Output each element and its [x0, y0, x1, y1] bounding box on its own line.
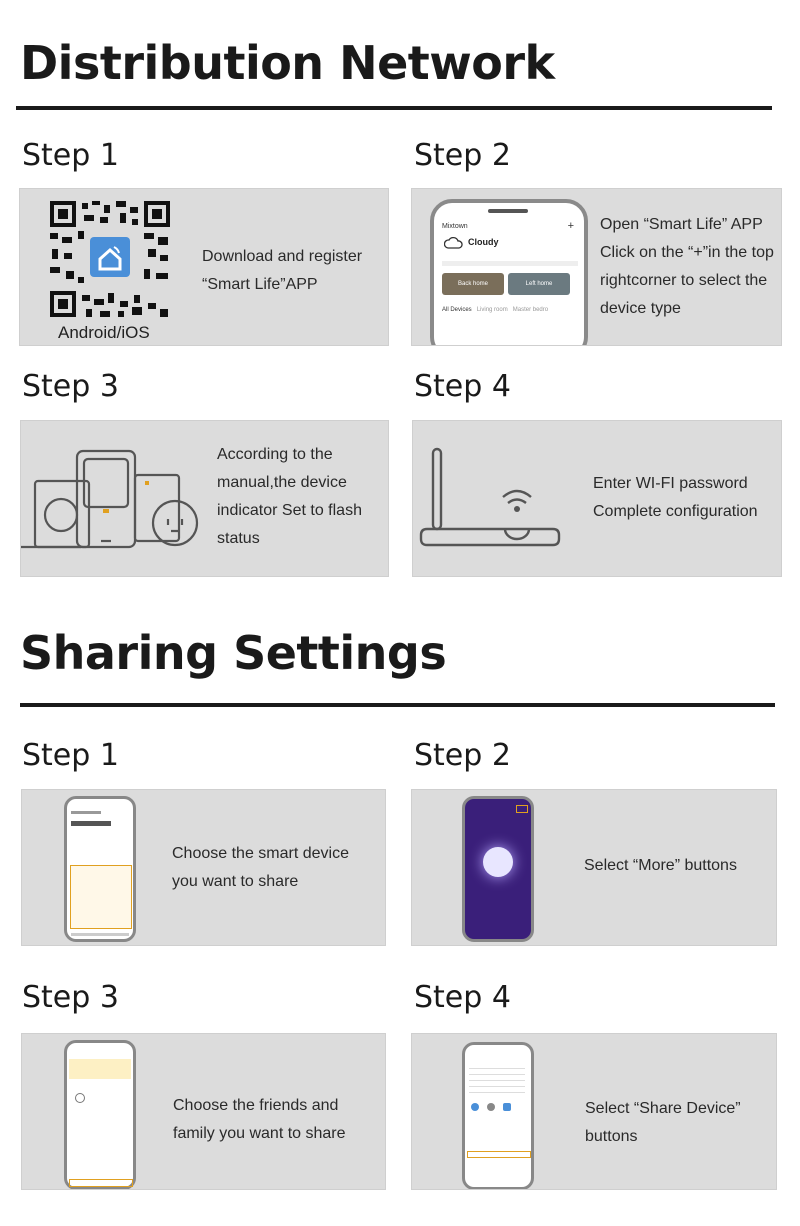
- card-device-setup: [20, 420, 389, 577]
- step-label: Step 2: [414, 138, 511, 173]
- device-list-highlight[interactable]: [70, 865, 132, 929]
- add-sharing-button[interactable]: [69, 1179, 133, 1187]
- qr-code-icon: [48, 199, 172, 319]
- app-icon: [471, 1103, 479, 1111]
- share-notice: [69, 1059, 131, 1079]
- card-wifi-config: [412, 420, 782, 577]
- settings-list: [469, 1063, 525, 1093]
- section-title-distribution: Distribution Network: [20, 36, 555, 90]
- add-icon: +: [567, 220, 574, 232]
- step-label: Step 1: [22, 138, 119, 173]
- step-label: Step 3: [22, 369, 119, 404]
- step-description: Choose the smart device you want to share: [172, 845, 349, 890]
- step-description: According to the manual,the device indicator Set to flash status: [217, 446, 362, 547]
- step-label: Step 3: [22, 980, 119, 1015]
- scene-card[interactable]: Left home: [508, 273, 570, 295]
- step-description: Download and register “Smart Life”APP: [202, 248, 363, 293]
- qr-caption: Android/iOS: [58, 323, 150, 342]
- step-description: Choose the friends and family you want to share: [173, 1097, 346, 1142]
- step-label: Step 4: [414, 369, 511, 404]
- app-icon: [503, 1103, 511, 1111]
- room-tabs: All Devices Living room Master bedro: [442, 307, 549, 313]
- app-header: [71, 811, 101, 814]
- step-description: Select “More” buttons: [584, 857, 737, 874]
- phone-mockup: [462, 796, 534, 942]
- app-icon: [487, 1103, 495, 1111]
- step-description: Select “Share Device” buttons: [585, 1100, 741, 1145]
- step-label: Step 1: [22, 738, 119, 773]
- weather-stats: [442, 261, 578, 266]
- scene-card[interactable]: Back home: [442, 273, 504, 295]
- step-description: Open “Smart Life” APP Click on the “+”in the top rightcorner to select the device type: [600, 216, 774, 317]
- step-label: Step 4: [414, 980, 511, 1015]
- section-title-sharing: Sharing Settings: [20, 626, 447, 680]
- phone-mockup: [64, 1040, 136, 1190]
- share-device-row[interactable]: [467, 1151, 531, 1158]
- card-share-device: [411, 1033, 777, 1190]
- router-icon: [419, 443, 569, 553]
- section-divider: [20, 703, 775, 707]
- phone-mockup: [462, 1042, 534, 1190]
- card-choose-device: [21, 789, 386, 946]
- tab-bar: [71, 933, 129, 936]
- more-button[interactable]: [516, 805, 528, 813]
- location-label: Mixtown: [442, 223, 468, 230]
- phone-speaker: [488, 209, 528, 213]
- card-open-app: [411, 188, 782, 346]
- smart-devices-icon: [21, 445, 221, 555]
- card-choose-friends: [21, 1033, 386, 1190]
- card-download-app: [19, 188, 389, 346]
- weather-label: Cloudy: [468, 237, 499, 247]
- card-select-more: [411, 789, 777, 946]
- user-icon[interactable]: [75, 1093, 85, 1103]
- step-description: Enter WI-FI password Complete configuration: [593, 475, 758, 520]
- bulb-icon[interactable]: [483, 847, 513, 877]
- step-label: Step 2: [414, 738, 511, 773]
- weather-label: [71, 821, 111, 826]
- section-divider: [16, 106, 772, 110]
- cloud-icon: [444, 237, 464, 249]
- phone-mockup: [64, 796, 136, 942]
- phone-mockup: [430, 199, 588, 346]
